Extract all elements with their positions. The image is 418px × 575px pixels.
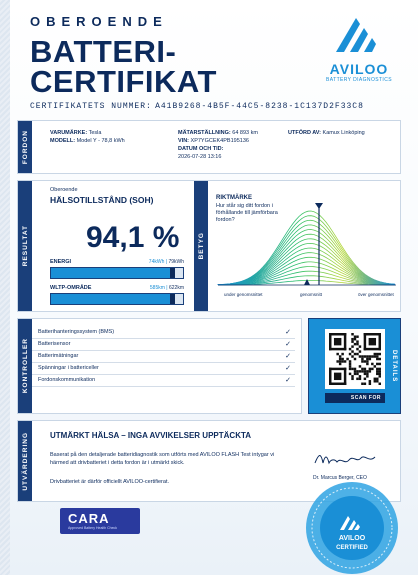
rating-section-label: BETYG xyxy=(194,181,208,311)
evaluation-conclusion: Drivbatteriet är därför officiellt AVILOO-certifierat. xyxy=(50,479,170,485)
wltp-value: 585km xyxy=(149,285,165,291)
certificate-number-label: CERTIFIKATETS NUMMER: xyxy=(30,102,152,111)
wltp-bar-marker xyxy=(170,294,175,304)
supertitle: OBEROENDE xyxy=(30,14,168,29)
wltp-values: 585km | 622km xyxy=(149,285,184,291)
qr-code[interactable] xyxy=(325,329,385,389)
bell-band xyxy=(218,216,395,285)
vin-row: VIN: XP7YGCEK4PB195136 xyxy=(178,138,249,144)
cara-badge xyxy=(60,508,140,534)
evaluation-section-label: UTVÄRDERING xyxy=(18,421,32,501)
axis-average: genomsnitt xyxy=(300,292,323,297)
date-value: 2026-07-28 13:16 xyxy=(178,154,222,160)
check-item: Spänningar i battericeller ✓ xyxy=(32,363,295,375)
brand-value: Tesla xyxy=(88,130,102,136)
qr-code-icon xyxy=(329,333,381,385)
certificate-number-value: A41B9268-4B5F-44C5-8238-1C137D2F33C8 xyxy=(155,102,364,111)
check-mark-icon: ✓ xyxy=(285,353,291,360)
wltp-label: WLTP-OMRÅDE xyxy=(50,285,92,291)
aviloo-logo-icon xyxy=(332,14,386,54)
scan-label: SCAN FOR xyxy=(325,393,385,403)
svg-text:AVILOO: AVILOO xyxy=(338,535,366,542)
check-item: Batterimätningar ✓ xyxy=(32,351,295,363)
check-item: Batterihanteringssystem (BMS) ✓ xyxy=(32,327,295,339)
soh-value: 94,1 % xyxy=(86,221,180,254)
benchmark-text: Hur står sig ditt fordon i förhållande till jämförbara fordon? xyxy=(216,203,278,223)
axis-below-average: under genomsnittet xyxy=(224,292,263,297)
energy-bar-marker xyxy=(170,268,175,278)
title-line-2: CERTIFIKAT xyxy=(30,64,217,99)
title-line-1: BATTERI- xyxy=(30,34,177,69)
check-mark-icon: ✓ xyxy=(285,365,291,372)
energy-bar-fill xyxy=(51,268,175,278)
date-label: DATUM OCH TID: xyxy=(178,146,224,152)
evaluation-text: Baserat på den detaljerade batteridiagnostik som utförts med AVILOO FLASH Test intygar vi härmed att drivbatteriet i detta fordon är i utmärkt skick. xyxy=(50,452,275,466)
performed-by-value: Kamux Linköping xyxy=(322,130,365,136)
wltp-bar-fill xyxy=(51,294,175,304)
check-mark-icon: ✓ xyxy=(285,341,291,348)
energy-label: ENERGI xyxy=(50,259,72,265)
signature-icon xyxy=(313,451,377,467)
aviloo-logo xyxy=(314,14,404,83)
model-value: Model Y - 78,8 kWh xyxy=(76,138,125,144)
soh-over-label: Oberoende xyxy=(50,187,78,193)
checks-section xyxy=(17,318,302,414)
checks-section-label: KONTROLLER xyxy=(18,319,32,413)
vehicle-section-label: FORDON xyxy=(18,121,32,173)
energy-values: 74kWh | 79kWh xyxy=(148,259,184,265)
logo-subtitle: BATTERY DIAGNOSTICS xyxy=(326,77,392,83)
logo-name: AVILOO xyxy=(329,61,389,77)
vin-value: XP7YGCEK4PB195136 xyxy=(190,138,249,144)
details-label: DETAILS xyxy=(391,349,397,383)
vehicle-section xyxy=(17,120,401,174)
energy-value: 74kWh xyxy=(148,259,165,265)
check-item: Fordonskommunikation ✓ xyxy=(32,375,295,387)
svg-text:CERTIFIED: CERTIFIED xyxy=(336,545,368,551)
energy-total: 79kWh xyxy=(168,259,184,265)
decorative-strip xyxy=(0,0,10,575)
average-marker xyxy=(304,279,310,285)
odometer-value: 64 893 km xyxy=(232,130,258,136)
odometer-row: MÄTARSTÄLLNING: 64 893 km xyxy=(178,130,258,136)
result-section-label: RESULTAT xyxy=(18,181,32,311)
qr-panel[interactable] xyxy=(308,318,401,414)
performed-by-row: UTFÖRD AV: Kamux Linköping xyxy=(288,130,365,136)
check-mark-icon: ✓ xyxy=(285,377,291,384)
evaluation-title: UTMÄRKT HÄLSA – INGA AVVIKELSER UPPTÄCKTA xyxy=(50,431,252,440)
certificate-number xyxy=(30,101,364,111)
vehicle-position-marker xyxy=(315,203,323,209)
check-item: Batterisensor ✓ xyxy=(32,339,295,351)
energy-bar xyxy=(50,267,184,279)
cara-subtitle: Approved Battery Health Check xyxy=(68,526,118,530)
result-section xyxy=(17,180,401,312)
check-mark-icon: ✓ xyxy=(285,329,291,336)
model-row: MODELL: Model Y - 78,8 kWh xyxy=(50,138,125,144)
soh-panel xyxy=(40,181,190,313)
certified-seal-icon xyxy=(304,480,400,575)
brand-row: VARUMÄRKE: Tesla xyxy=(50,130,102,136)
axis-above-average: över genomsnittet xyxy=(358,292,394,297)
cara-logo-text: CARA xyxy=(68,511,110,526)
wltp-bar xyxy=(50,293,184,305)
soh-title: HÄLSOTILLSTÅND (SOH) xyxy=(50,195,154,205)
benchmark-panel xyxy=(210,181,400,311)
wltp-total: 622km xyxy=(168,285,184,291)
checks-list xyxy=(32,327,295,387)
signer-name: Dr. Marcus Berger, CEO xyxy=(313,475,367,481)
benchmark-title: RIKTMÄRKE xyxy=(216,195,252,201)
